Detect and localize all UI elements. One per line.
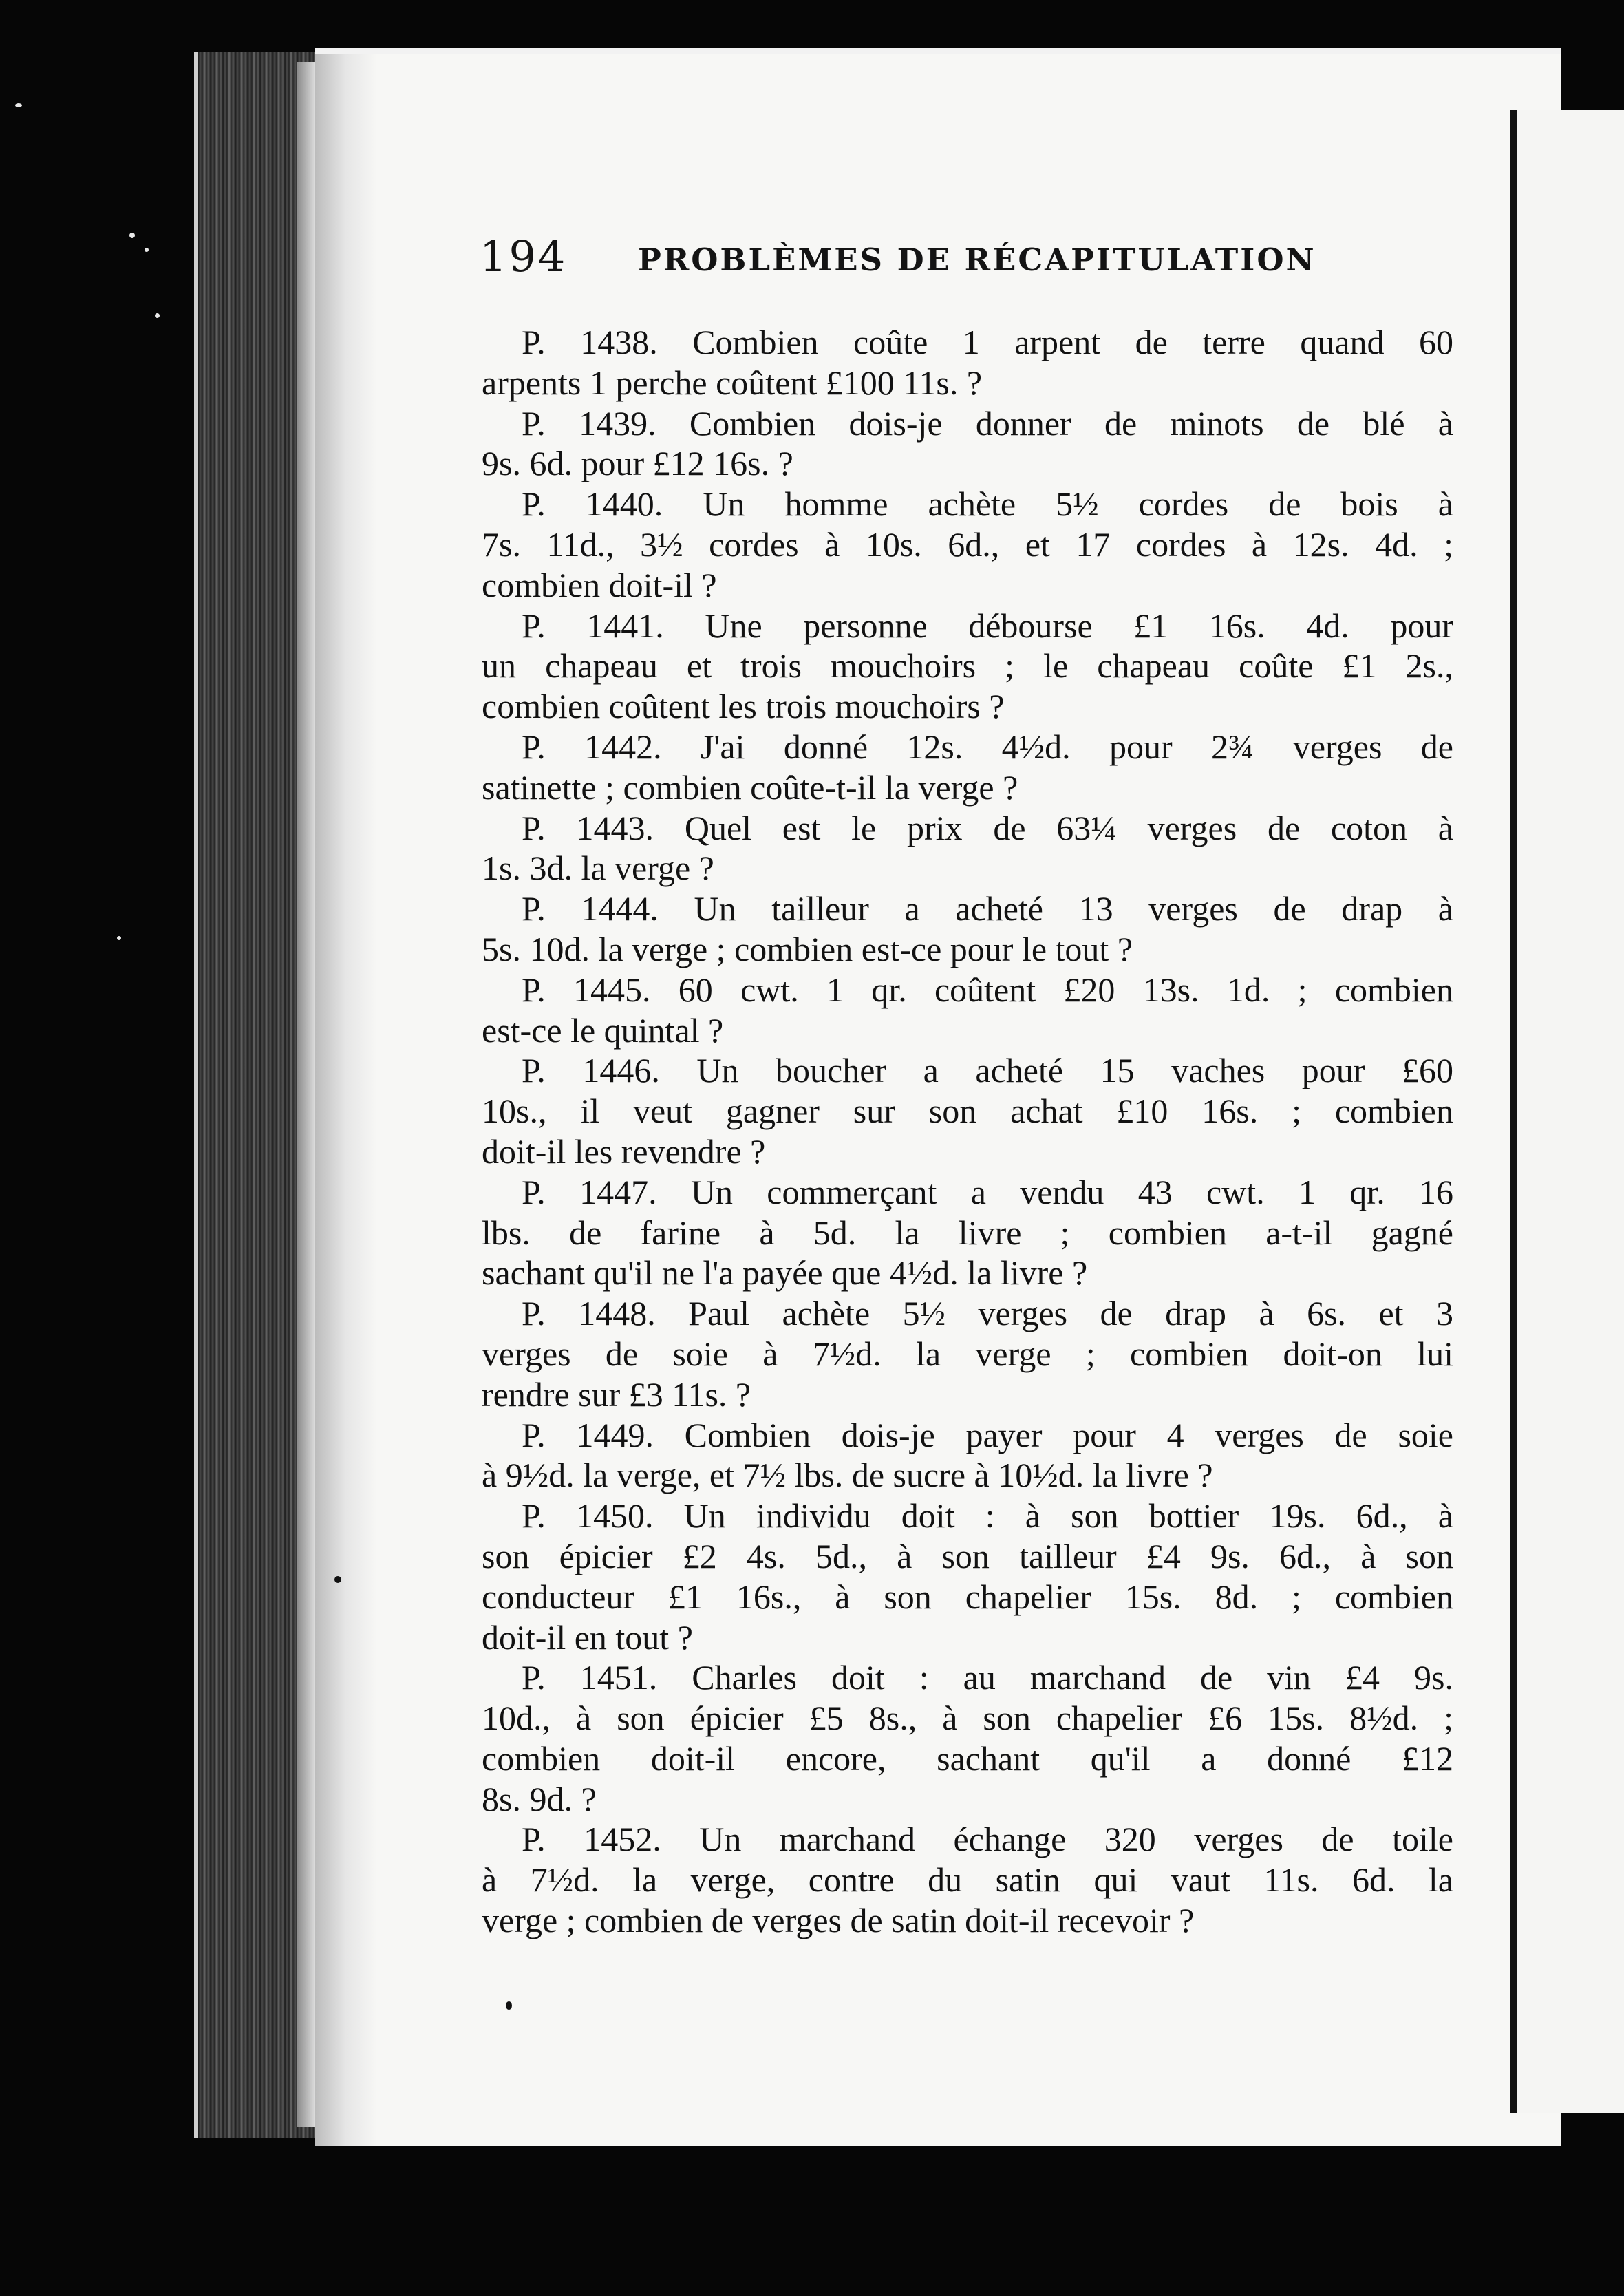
problem-line: P. 1441. Une personne débourse £1 16s. 4d. pour	[522, 606, 1453, 645]
ink-spot	[334, 1576, 341, 1583]
problem-line: P. 1440. Un homme achète 5½ cordes de bois à	[522, 485, 1453, 524]
problem-line: P. 1442. J'ai donné 12s. 4½d. pour 2¾ verges de	[522, 727, 1453, 766]
problem-line: combien coûtent les trois mouchoirs ?	[482, 687, 1005, 726]
problem-line: 5s. 10d. la verge ; combien est-ce pour le tout ?	[482, 929, 1133, 968]
problem-line: 10s., il veut gagner sur son achat £10 16s. ; combien	[482, 1092, 1453, 1131]
problem-line: lbs. de farine à 5d. la livre ; combien a-t-il gagné	[482, 1213, 1453, 1252]
problem-item	[482, 606, 1453, 727]
scan-speck	[15, 103, 22, 107]
problem-item	[482, 1050, 1453, 1171]
problem-item	[482, 322, 1453, 403]
problem-line: doit-il les revendre ?	[482, 1131, 766, 1171]
problem-line: P. 1443. Quel est le prix de 63¼ verges de coton à	[522, 808, 1453, 847]
problem-item	[482, 1819, 1453, 1940]
ink-spot	[506, 2001, 512, 2010]
problem-line: P. 1451. Charles doit : au marchand de vin £4 9s.	[522, 1658, 1453, 1697]
problem-line: arpents 1 perche coûtent £100 11s. ?	[482, 363, 983, 402]
problem-item	[482, 808, 1453, 889]
problem-item	[482, 403, 1453, 485]
problem-line: 9s. 6d. pour £12 16s. ?	[482, 444, 793, 483]
scan-speck	[145, 248, 149, 252]
problem-line: P. 1444. Un tailleur a acheté 13 verges de drap à	[522, 889, 1453, 928]
problem-line: P. 1446. Un boucher a acheté 15 vaches pour £60	[522, 1051, 1453, 1090]
problem-line: à 9½d. la verge, et 7½ lbs. de sucre à 10½d. la livre ?	[482, 1456, 1213, 1495]
problem-line: P. 1448. Paul achète 5½ verges de drap à 6s. et 3	[522, 1294, 1453, 1333]
problem-line: conducteur £1 16s., à son chapelier 15s. 8d. ; combien	[482, 1577, 1453, 1616]
problem-line: son épicier £2 4s. 5d., à son tailleur £4 9s. 6d., à son	[482, 1536, 1453, 1575]
problem-line: satinette ; combien coûte-t-il la verge ?	[482, 767, 1018, 807]
problem-line: doit-il en tout ?	[482, 1617, 693, 1657]
problem-line: verge ; combien de verges de satin doit-il recevoir ?	[482, 1901, 1195, 1940]
problem-line: 7s. 11d., 3½ cordes à 10s. 6d., et 17 cordes à 12s. 4d. ;	[482, 524, 1453, 564]
facing-page-edge	[1510, 110, 1624, 2113]
problem-item	[482, 1415, 1453, 1496]
problem-line: est-ce le quintal ?	[482, 1010, 724, 1050]
problem-line: combien doit-il encore, sachant qu'il a donné £12	[482, 1739, 1453, 1778]
problem-line: 1s. 3d. la verge ?	[482, 849, 714, 888]
problem-line: P. 1452. Un marchand échange 320 verges de toile	[522, 1820, 1453, 1859]
problem-item	[482, 484, 1453, 605]
problem-line: 8s. 9d. ?	[482, 1779, 597, 1818]
problem-list	[482, 322, 1453, 1941]
scan-speck	[117, 936, 121, 940]
problem-line: verges de soie à 7½d. la verge ; combien doit-on lui	[482, 1334, 1453, 1373]
scan-speck	[129, 233, 135, 238]
problem-item	[482, 1293, 1453, 1414]
problem-item	[482, 889, 1453, 970]
problem-line: P. 1439. Combien dois-je donner de minots de blé à	[522, 403, 1453, 443]
problem-line: P. 1447. Un commerçant a vendu 43 cwt. 1 qr. 16	[522, 1172, 1453, 1211]
problem-item	[482, 1172, 1453, 1293]
problem-item	[482, 1657, 1453, 1819]
problem-item	[482, 727, 1453, 808]
problem-line: rendre sur £3 11s. ?	[482, 1374, 751, 1414]
problem-line: P. 1449. Combien dois-je payer pour 4 verges de soie	[522, 1415, 1453, 1454]
page-title: PROBLÈMES DE RÉCAPITULATION	[638, 242, 1316, 278]
running-head	[480, 233, 1333, 281]
problem-line: sachant qu'il ne l'a payée que 4½d. la livre ?	[482, 1253, 1088, 1293]
problem-line: 10d., à son épicier £5 8s., à son chapelier £6 15s. 8½d. ;	[482, 1699, 1453, 1738]
problem-item	[482, 970, 1453, 1051]
problem-line: P. 1438. Combien coûte 1 arpent de terre quand 60	[522, 323, 1453, 361]
page-edge-highlight	[297, 62, 315, 2127]
problem-line: un chapeau et trois mouchoirs ; le chapeau coûte £1 2s.,	[482, 646, 1453, 685]
problem-item	[482, 1496, 1453, 1657]
page-number: 194	[480, 231, 568, 281]
scan-speck	[155, 313, 160, 318]
problem-line: à 7½d. la verge, contre du satin qui vaut 11s. 6d. la	[482, 1860, 1453, 1900]
problem-line: P. 1450. Un individu doit : à son bottier 19s. 6d., à	[522, 1496, 1453, 1535]
problem-line: combien doit-il ?	[482, 565, 717, 604]
problem-line: P. 1445. 60 cwt. 1 qr. coûtent £20 13s. 1d. ; combien	[522, 970, 1453, 1009]
